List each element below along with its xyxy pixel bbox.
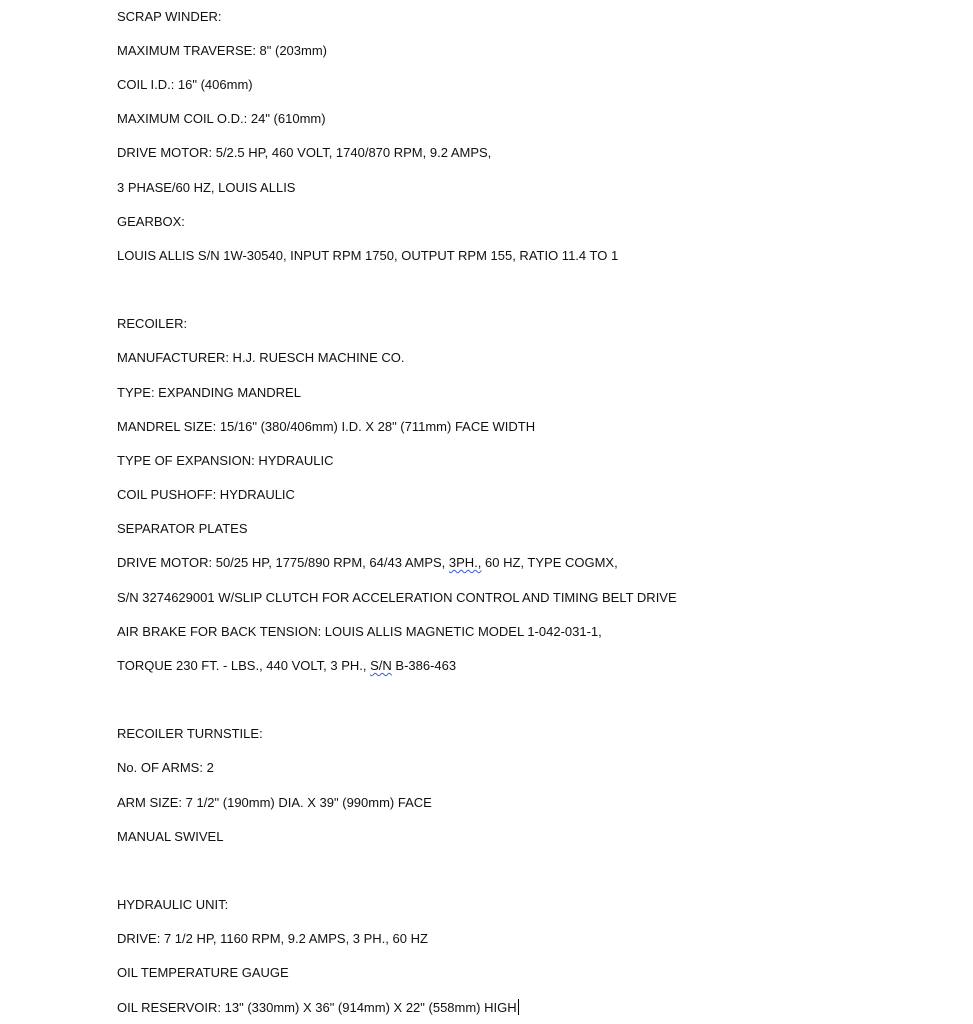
text-line: TYPE: EXPANDING MANDREL — [117, 385, 301, 400]
text-line: MAXIMUM COIL O.D.: 24" (610mm) — [117, 111, 326, 126]
text-line: DRIVE MOTOR: 5/2.5 HP, 460 VOLT, 1740/870 RPM, 9.2 AMPS, — [117, 145, 492, 160]
text-line: LOUIS ALLIS S/N 1W-30540, INPUT RPM 1750, OUTPUT RPM 155, RATIO 11.4 TO 1 — [117, 248, 619, 263]
spellcheck-flagged-word[interactable]: 3PH., — [448, 555, 482, 570]
text-cursor[interactable] — [518, 999, 519, 1015]
text-line: COIL PUSHOFF: HYDRAULIC — [117, 487, 295, 502]
text-line: MANUFACTURER: H.J. RUESCH MACHINE CO. — [117, 350, 405, 365]
text-line: MAXIMUM TRAVERSE: 8" (203mm) — [117, 43, 327, 58]
text-segment: TORQUE 230 FT. - LBS., 440 VOLT, 3 PH., — [117, 658, 371, 673]
text-line: SEPARATOR PLATES — [117, 521, 248, 536]
text-line: No. OF ARMS: 2 — [117, 760, 214, 775]
text-line: DRIVE: 7 1/2 HP, 1160 RPM, 9.2 AMPS, 3 PH., 60 HZ — [117, 931, 428, 946]
text-line: 3 PHASE/60 HZ, LOUIS ALLIS — [117, 180, 296, 195]
text-line: ARM SIZE: 7 1/2" (190mm) DIA. X 39" (990mm) FACE — [117, 795, 432, 810]
section-heading-hydraulic-unit: HYDRAULIC UNIT: — [117, 897, 229, 912]
section-heading-recoiler: RECOILER: — [117, 316, 188, 331]
text-line: OIL TEMPERATURE GAUGE — [117, 965, 289, 980]
text-line: MANDREL SIZE: 15/16" (380/406mm) I.D. X 28" (711mm) FACE WIDTH — [117, 419, 536, 434]
text-line: MANUAL SWIVEL — [117, 829, 224, 844]
section-heading-recoiler-turnstile: RECOILER TURNSTILE: — [117, 726, 263, 741]
text-line — [117, 999, 519, 1016]
text-line: COIL I.D.: 16" (406mm) — [117, 77, 253, 92]
text-line: TYPE OF EXPANSION: HYDRAULIC — [117, 453, 334, 468]
text-line — [117, 658, 456, 674]
text-segment: OIL RESERVOIR: 13" (330mm) X 36" (914mm) X 22" (558mm) HIGH — [117, 1000, 517, 1015]
text-segment: B-386-463 — [391, 658, 457, 673]
text-line: AIR BRAKE FOR BACK TENSION: LOUIS ALLIS MAGNETIC MODEL 1-042-031-1, — [117, 624, 602, 639]
section-heading-scrap-winder: SCRAP WINDER: — [117, 9, 222, 24]
text-line — [117, 555, 618, 571]
section-heading-gearbox: GEARBOX: — [117, 214, 185, 229]
text-segment: DRIVE MOTOR: 50/25 HP, 1775/890 RPM, 64/43 AMPS, — [117, 555, 449, 570]
spellcheck-flagged-word[interactable]: S/N — [370, 658, 392, 673]
text-segment: 60 HZ, TYPE COGMX, — [481, 555, 618, 570]
text-line: S/N 3274629001 W/SLIP CLUTCH FOR ACCELERATION CONTROL AND TIMING BELT DRIVE — [117, 590, 677, 605]
